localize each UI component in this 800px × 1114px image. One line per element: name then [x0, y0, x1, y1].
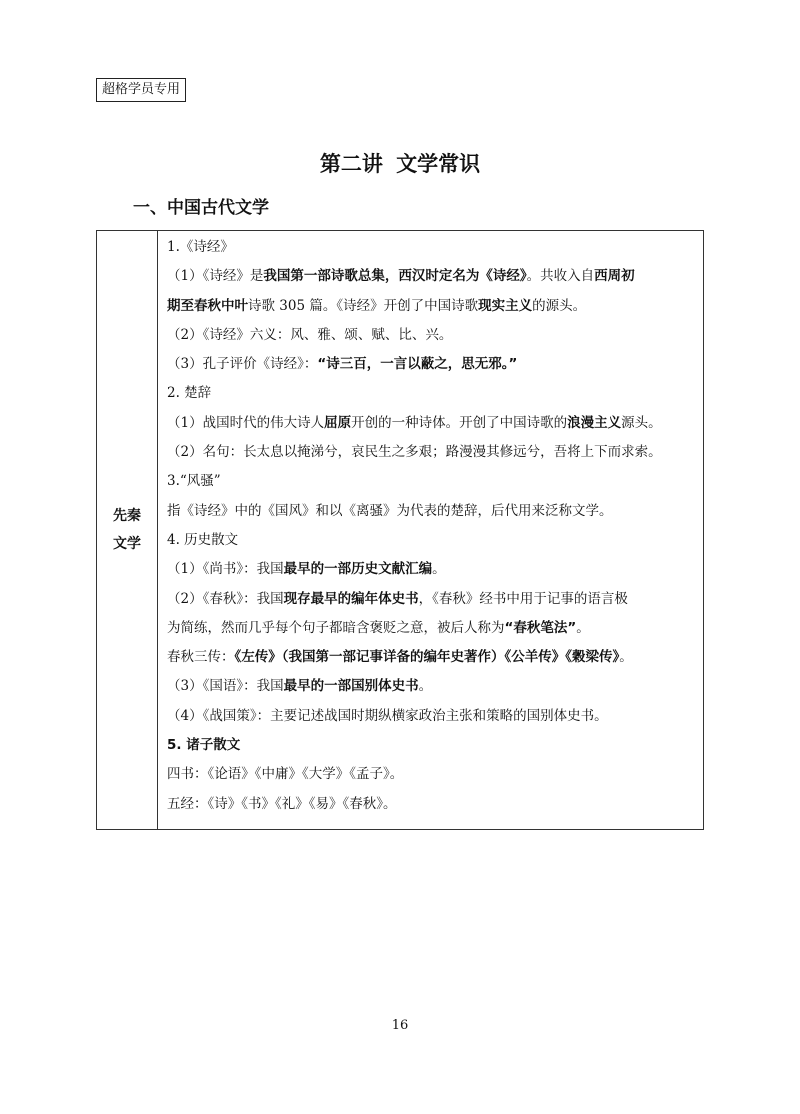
text-segment: （2）《春秋》：我国	[167, 590, 284, 607]
text-segment: 为简练，然而几乎每个句子都暗含褒贬之意，被后人称为	[167, 619, 505, 636]
text-segment: 春秋三传：	[167, 649, 235, 666]
text-segment: 1.《诗经》	[167, 239, 234, 255]
content-line	[167, 760, 699, 789]
text-segment: 开创的一种诗体。开创了中国诗歌的	[351, 414, 568, 431]
bold-text: 最早的一部历史文献汇编	[283, 561, 433, 578]
content-line	[167, 672, 699, 701]
bold-text: 屈原	[324, 414, 352, 431]
content-line	[167, 321, 699, 350]
text-segment: 3.“风骚”	[167, 473, 221, 490]
category-cell	[97, 231, 158, 829]
text-segment: （2）名句：长太息以掩涕兮，哀民生之多艰；路漫漫其修远兮，吾将上下而求索。	[167, 444, 662, 461]
bold-text: 现实主义	[478, 297, 533, 314]
content-line	[167, 467, 699, 496]
page-number: 16	[391, 1018, 409, 1033]
category-label-line1: 先秦	[113, 508, 141, 524]
page-title: 第二讲 文学常识	[319, 152, 481, 176]
content-line	[167, 350, 699, 379]
bold-text: 《左传》（我国第一部记事详备的编年史著作）《公羊传》《穀梁传》	[234, 649, 620, 666]
bold-text: 西周初	[594, 268, 635, 285]
text-segment: 4. 历史散文	[167, 531, 239, 548]
text-segment: 。	[432, 561, 446, 578]
bold-text: 最早的一部国别体史书	[283, 678, 419, 695]
text-segment: 的源头。	[532, 297, 587, 314]
content-line	[167, 614, 699, 643]
text-segment: 。	[418, 678, 433, 695]
content-line	[167, 262, 699, 291]
content-line	[167, 555, 699, 584]
bold-text: 浪漫主义	[567, 414, 622, 431]
content-line	[167, 585, 699, 614]
text-segment: 诗歌 305 篇。《诗经》开创了中国诗歌	[248, 297, 479, 314]
text-segment: （4）《战国策》：主要记述战国时期纵横家政治主张和策略的国别体史书。	[167, 707, 608, 724]
content-line	[167, 702, 699, 731]
content-line	[167, 379, 699, 408]
student-only-badge: 超格学员专用	[96, 78, 186, 102]
bold-text: 期至春秋中叶	[167, 297, 248, 314]
section-heading: 一、中国古代文学	[133, 198, 269, 218]
content-line	[167, 643, 699, 672]
bold-text: 现存最早的编年体史书	[283, 590, 419, 607]
text-segment: ，《春秋》经书中用于记事的语言极	[418, 590, 628, 607]
bold-text: “春秋笔法”	[504, 619, 577, 636]
content-cell	[158, 231, 703, 829]
text-segment: 源头。	[621, 414, 662, 431]
text-segment: （2）《诗经》六义：风、雅、颂、赋、比、兴。	[167, 326, 453, 343]
content-line	[167, 526, 699, 555]
content-line	[167, 292, 699, 321]
text-segment: （1）《尚书》：我国	[167, 561, 284, 578]
text-segment: 指《诗经》中的《国风》和以《离骚》为代表的楚辞，后代用来泛称文学。	[167, 502, 613, 519]
text-segment: 四书：《论语》《中庸》《大学》《孟子》。	[167, 766, 404, 783]
bold-text: “诗三百，一言以蔽之，思无邪。”	[317, 356, 518, 373]
bold-text: 我国第一部诗歌总集，西汉时定名为《诗经》	[263, 268, 527, 285]
text-segment: （1）《诗经》是	[167, 268, 264, 285]
text-segment: 。	[619, 649, 633, 666]
text-segment: （1）战国时代的伟大诗人	[167, 414, 325, 431]
text-segment: （3）《国语》：我国	[167, 678, 284, 695]
content-line	[167, 497, 699, 526]
text-segment: 。	[576, 619, 590, 636]
content-line	[167, 233, 699, 262]
content-line	[167, 409, 699, 438]
category-label-line2: 文学	[113, 536, 141, 552]
text-segment: 2. 楚辞	[167, 385, 212, 402]
text-segment: （3）孔子评价《诗经》：	[167, 356, 318, 373]
content-line	[167, 790, 699, 819]
text-segment: 五经：《诗》《书》《礼》《易》《春秋》。	[167, 795, 397, 812]
content-line	[167, 731, 699, 760]
content-table	[96, 230, 704, 830]
content-line	[167, 438, 699, 467]
text-segment: 。共收入自	[526, 268, 595, 285]
bold-text: 5. 诸子散文	[167, 737, 241, 754]
